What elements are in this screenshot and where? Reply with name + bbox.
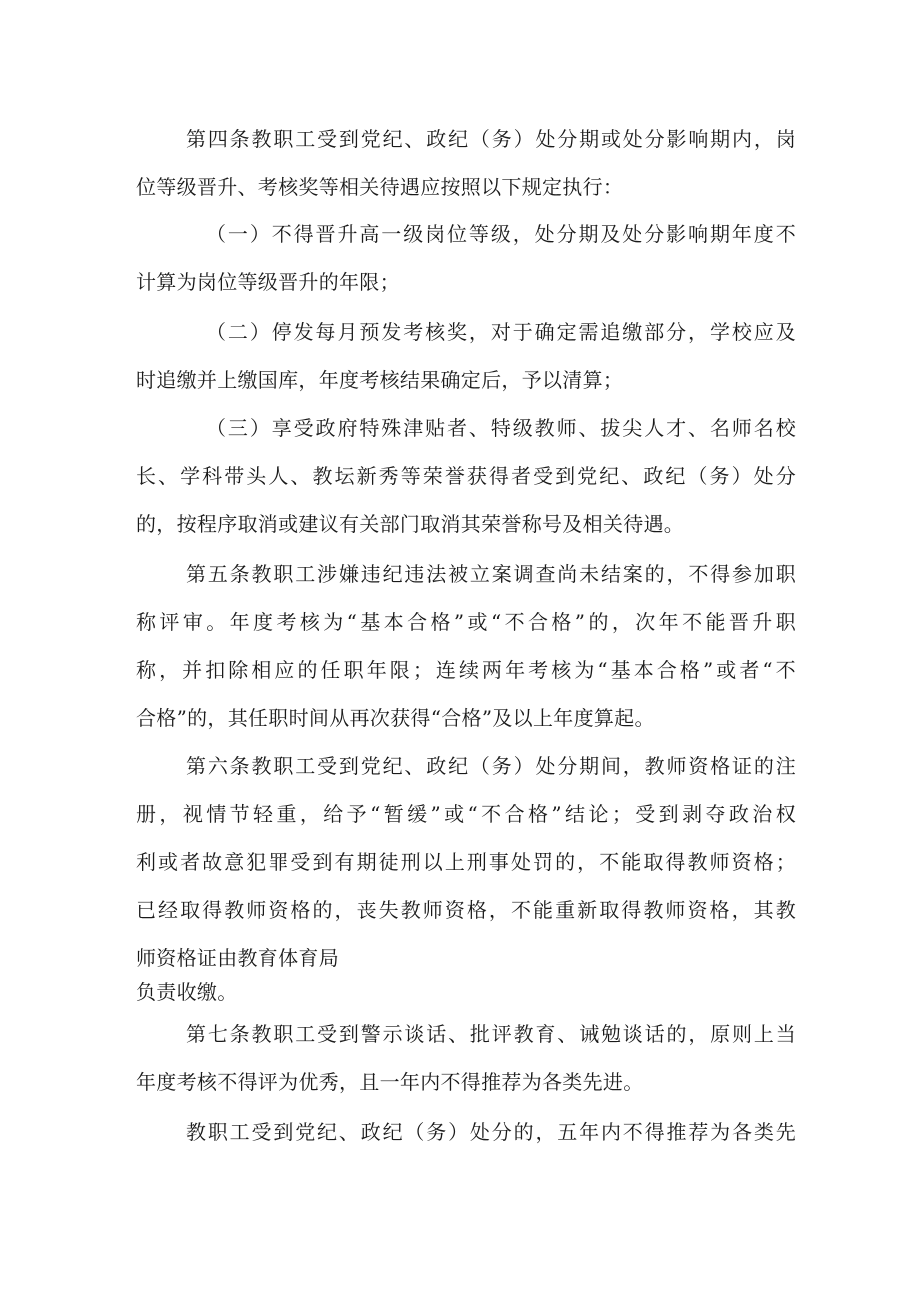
paragraph-line: 年度考核不得评为优秀，且一年内不得推荐为各类先进。 xyxy=(136,1070,644,1094)
paragraph-line: 长、学科带头人、教坛新秀等荣誉获得者受到党纪、政纪（务）处分 xyxy=(136,464,796,488)
paragraph-line: 已经取得教师资格的，丧失教师资格，不能重新取得教师资格，其教 xyxy=(136,898,796,922)
paragraph-line: 师资格证由教育体育局 xyxy=(136,946,339,970)
paragraph-line: 教职工受到党纪、政纪（务）处分的，五年内不得推荐为各类先 xyxy=(186,1120,796,1144)
paragraph-line: （三）享受政府特殊津贴者、特级教师、拔尖人才、名师名校 xyxy=(206,416,796,440)
paragraph-line: 第四条教职工受到党纪、政纪（务）处分期或处分影响期内，岗 xyxy=(186,127,796,151)
paragraph-line: 第六条教职工受到党纪、政纪（务）处分期间，教师资格证的注 xyxy=(186,754,796,778)
paragraph-line: 第五条教职工涉嫌违纪违法被立案调查尚未结案的，不得参加职 xyxy=(186,562,796,586)
paragraph-line: （一）不得晋升高一级岗位等级，处分期及处分影响期年度不 xyxy=(206,222,796,246)
paragraph-line: （二）停发每月预发考核奖，对于确定需追缴部分，学校应及 xyxy=(206,320,796,344)
paragraph-line: 计算为岗位等级晋升的年限； xyxy=(136,270,400,294)
paragraph-line: 第七条教职工受到警示谈话、批评教育、诫勉谈话的，原则上当 xyxy=(186,1022,796,1046)
paragraph-line: 时追缴并上缴国库，年度考核结果确定后，予以清算； xyxy=(136,368,624,392)
paragraph-line: 负责收缴。 xyxy=(136,980,238,1004)
paragraph-line: 位等级晋升、考核奖等相关待遇应按照以下规定执行： xyxy=(136,175,624,199)
paragraph-line: 册，视情节轻重，给予“暂缓”或“不合格”结论；受到剥夺政治权 xyxy=(136,802,796,826)
paragraph-line: 称，并扣除相应的任职年限；连续两年考核为“基本合格”或者“不 xyxy=(136,658,796,682)
paragraph-line: 利或者故意犯罪受到有期徒刑以上刑事处罚的，不能取得教师资格； xyxy=(136,850,796,874)
paragraph-line: 的，按程序取消或建议有关部门取消其荣誉称号及相关待遇。 xyxy=(136,512,685,536)
paragraph-line: 称评审。年度考核为“基本合格”或“不合格”的，次年不能晋升职 xyxy=(136,610,796,634)
paragraph-line: 合格”的，其任职时间从再次获得“合格”及以上年度算起。 xyxy=(136,706,655,730)
